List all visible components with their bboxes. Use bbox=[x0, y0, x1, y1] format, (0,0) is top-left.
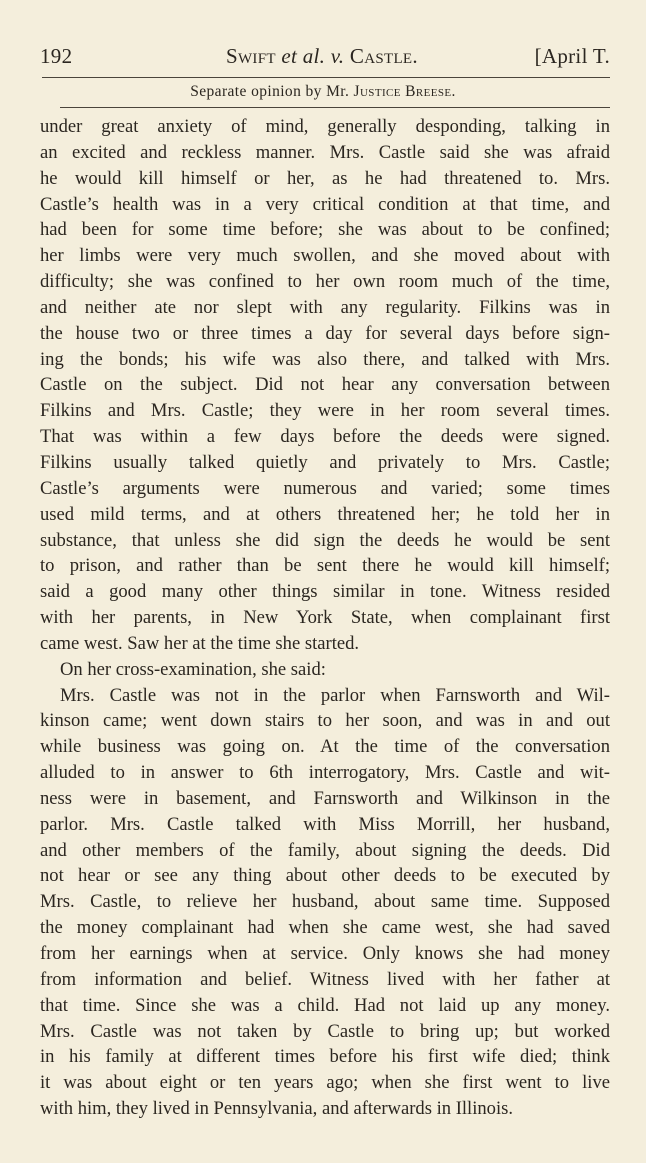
opinion-subheading bbox=[0, 83, 646, 101]
text-line: came west. Saw her at the time she started. bbox=[40, 632, 360, 654]
text-line: to prison, and rather than be sent there he would kill himself; bbox=[40, 555, 610, 577]
case-title bbox=[226, 44, 418, 69]
text-line: Castle on the subject. Did not hear any conversation between bbox=[40, 374, 610, 396]
case-title-prefix: Swift bbox=[226, 44, 282, 68]
text-line: her limbs were very much swollen, and she moved about with bbox=[40, 245, 610, 267]
term-label: [April T. bbox=[534, 44, 610, 68]
body-text bbox=[40, 114, 610, 1122]
text-line: it was about eight or ten years ago; when she first went to live bbox=[40, 1072, 610, 1094]
text-line: and other members of the family, about signing the deeds. Did bbox=[40, 839, 610, 861]
case-title-italic: et al. v. bbox=[281, 44, 345, 68]
text-line: Filkins usually talked quietly and privately to Mrs. Castle; bbox=[40, 451, 610, 473]
text-line: said a good many other things similar in tone. Witness resided bbox=[40, 581, 610, 603]
subheading-rule bbox=[60, 107, 610, 108]
text-line: That was within a few days before the deeds were signed. bbox=[40, 426, 610, 448]
text-line: the money complainant had when she came west, she had saved bbox=[40, 917, 610, 939]
text-line: difficulty; she was confined to her own room much of the time, bbox=[40, 271, 610, 293]
text-line: alluded to in answer to 6th interrogatory, Mrs. Castle and wit- bbox=[40, 762, 610, 784]
running-head bbox=[40, 44, 610, 76]
text-line: parlor. Mrs. Castle talked with Miss Morrill, her husband, bbox=[40, 813, 610, 835]
text-line: while business was going on. At the time of the conversation bbox=[40, 736, 610, 758]
text-line: had been for some time before; she was about to be confined; bbox=[40, 219, 610, 241]
text-line: Mrs. Castle, to relieve her husband, about same time. Supposed bbox=[40, 891, 610, 913]
text-line: with her parents, in New York State, when complainant first bbox=[40, 607, 610, 629]
text-line: used mild terms, and at others threatened her; he told her in bbox=[40, 503, 610, 525]
subheading-justice: Justice Breese. bbox=[353, 83, 456, 100]
text-line: from information and belief. Witness lived with her father at bbox=[40, 968, 610, 990]
text-line: he would kill himself or her, as he had threatened to. Mrs. bbox=[40, 167, 610, 189]
text-line: Filkins and Mrs. Castle; they were in her room several times. bbox=[40, 400, 610, 422]
case-title-suffix: Castle. bbox=[344, 44, 418, 68]
text-line: in his family at different times before his first wife died; think bbox=[40, 1046, 610, 1068]
subheading-prefix: Separate opinion by Mr. bbox=[190, 83, 354, 100]
header-rule bbox=[42, 77, 610, 78]
text-line: an excited and reckless manner. Mrs. Castle said she was afraid bbox=[40, 141, 610, 163]
text-line: substance, that unless she did sign the deeds he would be sent bbox=[40, 529, 610, 551]
text-line: with him, they lived in Pennsylvania, and afterwards in Illinois. bbox=[40, 1098, 514, 1120]
text-line: the house two or three times a day for several days before sign- bbox=[40, 322, 610, 344]
text-line: On her cross-examination, she said: bbox=[60, 658, 326, 680]
text-line: not hear or see any thing about other deeds to be executed by bbox=[40, 865, 610, 887]
text-line: Mrs. Castle was not taken by Castle to bring up; but worked bbox=[40, 1020, 610, 1042]
text-line: Castle’s health was in a very critical condition at that time, and bbox=[40, 193, 610, 215]
text-line: Mrs. Castle was not in the parlor when Farnsworth and Wil- bbox=[60, 684, 610, 706]
page-number: 192 bbox=[40, 44, 73, 68]
text-line: and neither ate nor slept with any regularity. Filkins was in bbox=[40, 296, 610, 318]
text-line: under great anxiety of mind, generally desponding, talking in bbox=[40, 116, 610, 137]
text-line: kinson came; went down stairs to her soon, and was in and out bbox=[40, 710, 610, 732]
text-line: ing the bonds; his wife was also there, and talked with Mrs. bbox=[40, 348, 610, 370]
text-line: Castle’s arguments were numerous and varied; some times bbox=[40, 477, 610, 499]
text-line: ness were in basement, and Farnsworth and Wilkinson in the bbox=[40, 787, 610, 809]
text-line: that time. Since she was a child. Had not laid up any money. bbox=[40, 994, 610, 1016]
text-line: from her earnings when at service. Only knows she had money bbox=[40, 943, 610, 964]
